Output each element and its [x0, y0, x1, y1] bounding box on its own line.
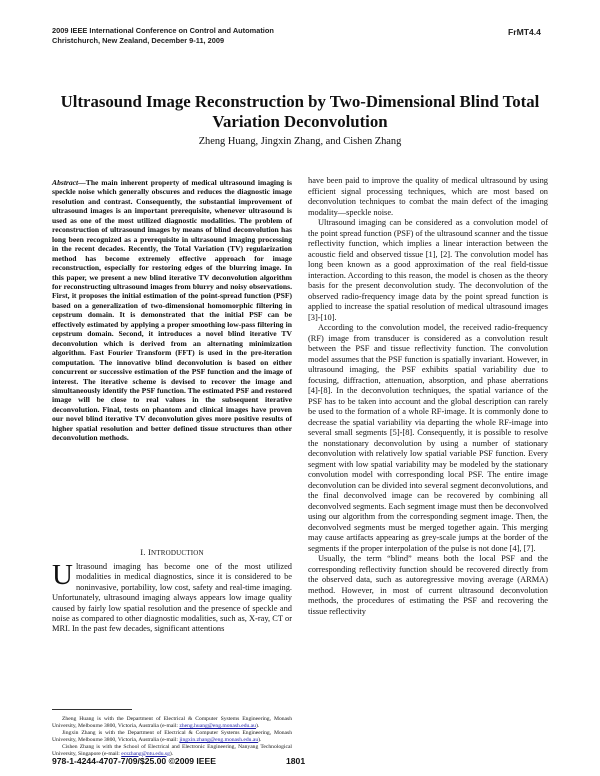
conference-location: Christchurch, New Zealand, December 9-11, 2009 [52, 36, 225, 45]
paragraph: Ultrasound imaging can be considered as a convolution model of the point spread function (PSF) of the ultrasound scanner and the tissue reflectivity function, which implies a linear interaction between the acoustic field and observed tissue [1], [2]. The convolution model has long been known as a good approximation of the real field-tissue interaction. According to this reason, the model is chosen as the theory basis for the present deconvolution study. The deconvolution of the observed radio-frequency image data by the point spread function is applied to increase the spatial resolution of medical ultrasound images [3]-[10]. [308, 218, 548, 322]
footnote-tail: ). [255, 722, 260, 729]
section-title-rest: NTRODUCTION [151, 549, 204, 557]
email-link[interactable]: ecszhang@ntu.edu.sg [121, 750, 170, 757]
author-footnotes [52, 716, 292, 757]
introduction-text: ltrasound imaging has become one of the most utilized modalities in medical diagnostics, since it is considered to be noninvasive, portability, low cost, safety and real-time imaging. Unfortunately, ultrasound imaging always appears low image quality caused by fairly low spatial resolution and the presence of speckle and noise as compared to other diagnostic modalities, such as, X-ray, CT or MRI. In the past few decades, significant attentions [52, 562, 292, 634]
email-link[interactable]: zheng.huang@eng.monash.edu.au [179, 722, 256, 729]
footnote-text: Cishen Zhang is with the School of Electrical and Electronic Engineering, Nanyang Technological University, Singapore (e-mail: [52, 743, 292, 757]
email-link[interactable]: jingxin.zhang@eng.monash.edu.au [179, 736, 259, 743]
footnote-tail: ). [258, 736, 262, 743]
footnote-text: Jingxin Zhang is with the Department of Electrical & Computer Systems Engineering, Monash University, Melbourne 3800, Victoria, Australia (e-mail: [52, 729, 292, 743]
footnote-tail: ). [169, 750, 174, 757]
introduction-paragraph [52, 559, 292, 635]
conference-name: 2009 IEEE International Conference on Control and Automation [52, 26, 274, 35]
paragraph-continued: have been paid to improve the quality of medical ultrasound by using efficient signal processing techniques, which are most based on deconvolution techniques to combat the main defect of the imaging modality—speckle noise. [308, 176, 548, 217]
page-number: 1801 [286, 756, 306, 766]
paper-id: FrMT4.4 [508, 27, 541, 37]
abstract-label: Abstract [52, 178, 79, 187]
section-numeral: I. [140, 547, 146, 557]
footnote-divider [52, 709, 132, 710]
paragraph: According to the convolution model, the received radio-frequency (RF) image from transducer is considered as a convolution result between the PSF and tissue reflectivity function. The convolution model assumes that the PSF function is spatially invariant. However, in ultrasound imaging, the PSF exhibits spatial variability due to focusing, diffraction, attenuation, absorption, and phase aberrations [4]-[8]. In the deconvolution techniques, the spatial variance of the PSF has to be taken into account and the global description can rarely be used to the formation of a whole RF-image. It is commonly done to decrease the spatial variability via departing the whole RF-image into several small segments [5]-[8]. Consequently, it is possible to resolve the nonstationary deconvolution by using a number of stationary deconvolution with relatively low spatial variable PSF function. Every segment with low spatial variability may be modeled by the stationary convolution model with corresponding local PSF. The entire image deconvolution can be divided into several segment deconvolutions, and the final deconvolved image can be recovered by combining all deconvolved segments. Each segment image must then be deconvolved using our algorithm from the corresponding segment image. Then, the deconvolved segments must be merged together again. This merging may cause artifacts appearing as grey-scale jumps at the border of the segments if the proper interpolation of the pulse is not done [4], [7]. [308, 323, 548, 553]
abstract-body: —The main inherent property of medical ultrasound imaging is speckle noise which generally obscures and reduces the diagnostic image resolution and contrast. Consequently, the substantial improvement of ultrasound images is an important prerequisite, whenever ultrasound is used as one of the most utilized diagnostic modalities. The problem of reconstruction of ultrasound images by means of blind deconvolution has long been recognized as a prerequisite in ultrasound imaging processing in the recent decades. Recently, the Total Variation (TV) regularization method has become extremely effective approach for image reconstruction, especially for restoring edges of the blurring image. In this paper, we present a new blind iterative TV deconvolution algorithm for reconstructing ultrasound images from blurry and noisy observations. First, it proposes the initial estimation of the point-spread function (PSF) based on a generalization of two-dimensional homomorphic filtering in cepstrum domain. It is demonstrated that the initial PSF can be effectively estimated by applying a proper smoothing low-pass filtering in cepstrum domain. Second, it introduces a novel blind iterative TV deconvolution which is derived from an alternating minimization algorithm. Fast Fourier Transform (FFT) is used in the pre-iteration computation. The innovative blind deconvolution is based on either concurrent or successive estimation of the PSF function and the image of interest. The iterative scheme is devised to recover the image and simultaneously identify the PSF function. The estimated PSF and restored image will be close to real values in the subsequent iterative deconvolution. Final, tests on phantom and clinical images have proven our novel blind iterative TV deconvolution gives more positive results of higher spatial resolution and better defined tissue structures than other deconvolution methods. [52, 178, 292, 443]
section-first-letter: I [147, 547, 152, 557]
drop-cap: U [52, 559, 73, 591]
right-column [308, 176, 548, 617]
paper-title [40, 92, 560, 132]
abstract [52, 178, 292, 443]
footnote-text: Zheng Huang is with the Department of Electrical & Computer Systems Engineering, Monash University, Melbourne 3800, Victoria, Australia (e-mail: [52, 716, 292, 729]
title-line-2: Variation Deconvolution [212, 112, 388, 131]
section-heading-introduction [52, 547, 292, 557]
paragraph: Usually, the term “blind” means both the local PSF and the corresponding reflectivity function should be recovered directly from the observed data, such as autoregressive moving average (ARMA) method. However, in most of current ultrasound deconvolution methods, the procedures of estimating the PSF and recovering the tissue reflectivity [308, 554, 548, 616]
title-line-1: Ultrasound Image Reconstruction by Two-Dimensional Blind Total [60, 92, 540, 111]
footnote [52, 716, 292, 730]
isbn-copyright: 978-1-4244-4707-7/09/$25.00 ©2009 IEEE [52, 756, 217, 766]
author-list: Zheng Huang, Jingxin Zhang, and Cishen Zhang [198, 136, 402, 147]
footnote [52, 730, 292, 744]
